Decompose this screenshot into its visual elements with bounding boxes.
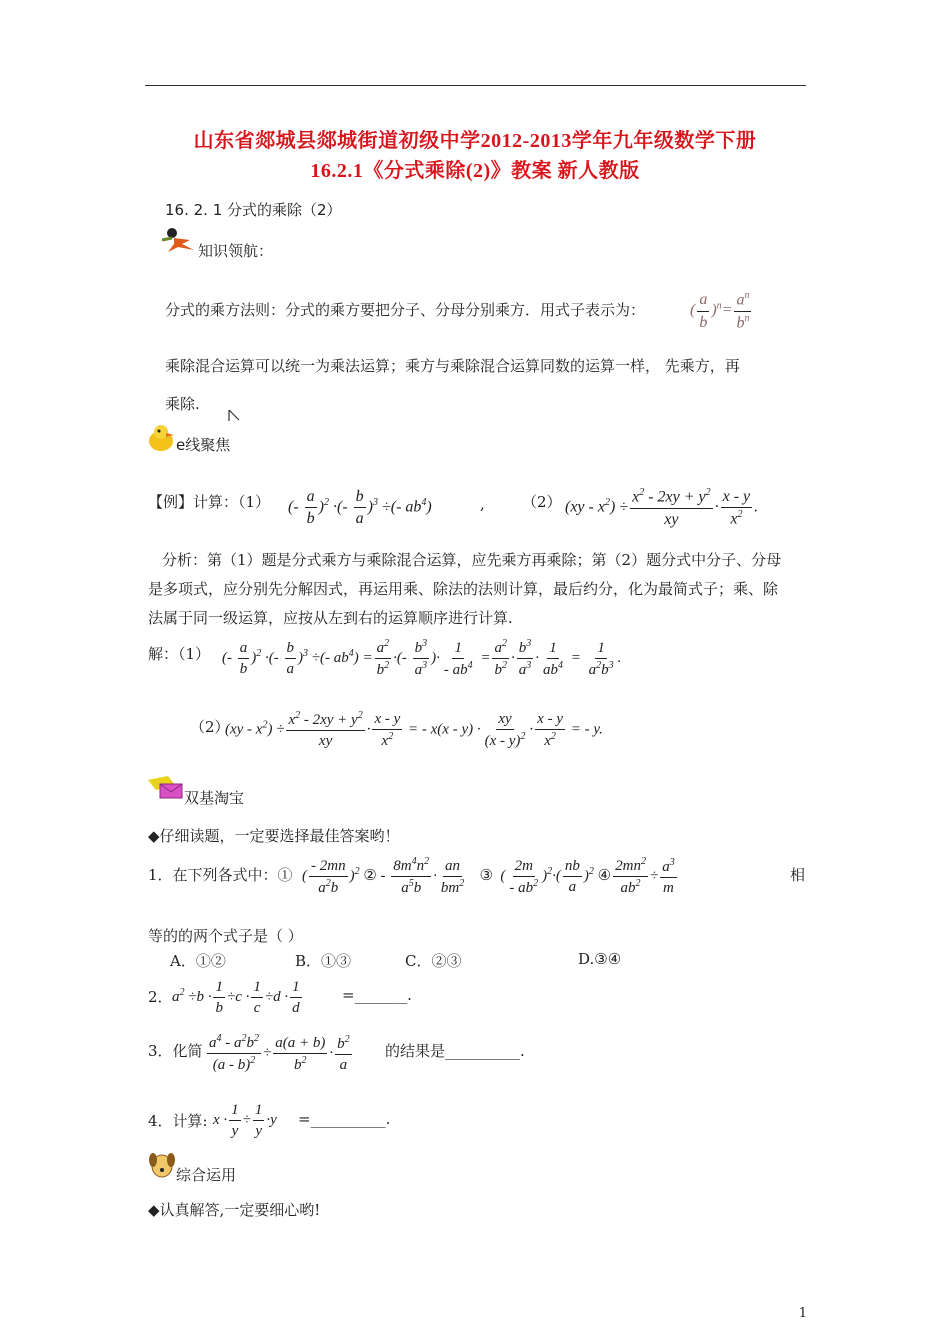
comma: ,	[480, 495, 485, 513]
q4-blank: =__________.	[298, 1110, 391, 1128]
q3-lead: 3．化简	[148, 1042, 203, 1060]
q4-expression: x · $\frac{1}{y}$ ÷ $\frac{1}{y}$ ·y	[213, 1102, 277, 1139]
doc-title-line1: 山东省郯城县郯城街道初级中学2012-2013学年九年级数学下册	[193, 130, 757, 152]
doc-title-line2: 16.2.1《分式乘除(2)》教案 新人教版	[310, 160, 640, 182]
power-rule-formula: ( $\frac{a}{b}$ )$^n$= $\frac{a^n}{b^n}$	[690, 290, 750, 331]
q1-line2: 等的的两个式子是（ ）	[148, 927, 303, 945]
example-1-expression: (- $\frac{a}{b}$ )$^2$ ·(- $\frac{b}{a}$ )$^3$ ÷(- $ab^4$)	[288, 488, 432, 528]
chick-icon	[146, 423, 180, 453]
q1-option-a: A．①②	[170, 952, 226, 970]
section-knowledge	[160, 226, 198, 258]
solution-label: 解：（1）	[148, 645, 211, 663]
q1-expressions: ( $\frac{- 2mn}{a^2b}$ )$^2$ ② - $\frac{8m^4n^2}{a^5b}$ · $\frac{an}{bm^2}$ ③ ( $\frac{2m}{- ab^2}$ )$^2$·( $\frac{nb}{a}$ )$^2$ ④ $\frac{2mn^2}{ab^2}$ ÷ $\frac{a^3}{m}$	[302, 856, 675, 896]
q3-expression: $\frac{a^4 - a^2b^2}{(a - b)^2}$ ÷ $\frac{a(a + b)}{b^2}$ · $\frac{b^2}{a}$	[209, 1033, 350, 1073]
section-apply-title: 综合运用	[176, 1166, 237, 1184]
q3-tail: 的结果是__________.	[385, 1042, 525, 1060]
q2-blank: =_______.	[342, 986, 412, 1004]
section-focus-title: e线聚焦	[176, 436, 231, 454]
q1-tail: 相	[790, 866, 806, 884]
example-label: 【例】计算：（1）	[148, 493, 271, 511]
q1-option-b: B．①③	[295, 952, 352, 970]
q1-option-d: D.③④	[578, 950, 622, 968]
section-focus	[146, 423, 180, 457]
lesson-subtitle: 16. 2. 1 分式的乘除（2）	[165, 201, 342, 219]
q1-option-c: C．②③	[405, 952, 462, 970]
section-knowledge-title: 知识领航：	[198, 242, 274, 260]
puppy-icon	[148, 1150, 176, 1180]
example-2-label: （2）	[522, 493, 562, 511]
analysis-line2: 是多项式，应分别先分解因式，再运用乘、除法的法则计算，最后约分，化为最简式子；乘、除	[148, 580, 779, 598]
top-rule	[145, 85, 806, 86]
q2-lead: 2．	[148, 988, 173, 1006]
tip-careful: ◆认真解答,一定要细心哟!	[148, 1201, 321, 1219]
dancer-icon	[160, 226, 198, 254]
section-basics	[146, 772, 186, 806]
section-apply	[148, 1150, 176, 1184]
q2-expression: $a^2 \div b$ · $\frac{1}{b}$ ÷c · $\frac{1}{c}$ ÷d · $\frac{1}{d}$	[172, 979, 300, 1016]
q1-lead: 1．在下列各式中：①	[148, 866, 293, 884]
mixed-op-line2: 乘除.	[165, 395, 200, 413]
rule-text: 分式的乘方法则：分式的乘方要把分子、分母分别乘方．用式子表示为：	[165, 301, 646, 319]
analysis-line1: 分析：第（1）题是分式乘方与乘除混合运算，应先乘方再乘除；第（2）题分式中分子、分母	[162, 551, 782, 569]
solution-2-label: （2）	[190, 718, 230, 736]
solution-1-expression: (- $\frac{a}{b}$ )$^2$ ·(- $\frac{b}{a}$ )$^3$ ÷(- $ab^4$) = $\frac{a^2}{b^2}$ ·(- $\frac{b^3}{a^3}$ )· $\frac{1}{- ab^4}$ = $\frac{a^2}{b^2}$ · $\frac{b^3}{a^3}$ · $\frac{1}{ab^4}$ = $\frac{1}{a^2b^3}$ .	[222, 638, 622, 678]
solution-2-expression: $(xy - x^2)$ ÷ $\frac{x^2 - 2xy + y^2}{xy}$ · $\frac{x - y}{x^2}$ = - x(x - y) · $\frac{xy}{(x - y)^2}$ · $\frac{x - y}{x^2}$ = - y.	[225, 710, 603, 749]
page-number: 1	[798, 1306, 807, 1321]
example-2-expression: $(xy - x^2)$ ÷ $\frac{x^2 - 2xy + y^2}{xy}$ · $\frac{x - y}{x^2}$ .	[565, 487, 759, 528]
analysis-line3: 法属于同一级运算，应按从左到右的运算顺序进行计算.	[148, 609, 513, 627]
cursor-icon	[228, 408, 240, 427]
q4-lead: 4．计算:	[148, 1112, 208, 1130]
mixed-op-line1: 乘除混合运算可以统一为乘法运算；乘方与乘除混合运算同数的运算一样， 先乘方，再	[165, 357, 740, 375]
tip-choose: ◆仔细读题，一定要选择最佳答案哟！	[148, 827, 400, 845]
section-basics-title: 双基淘宝	[184, 789, 245, 807]
envelope-bird-icon	[146, 772, 186, 802]
